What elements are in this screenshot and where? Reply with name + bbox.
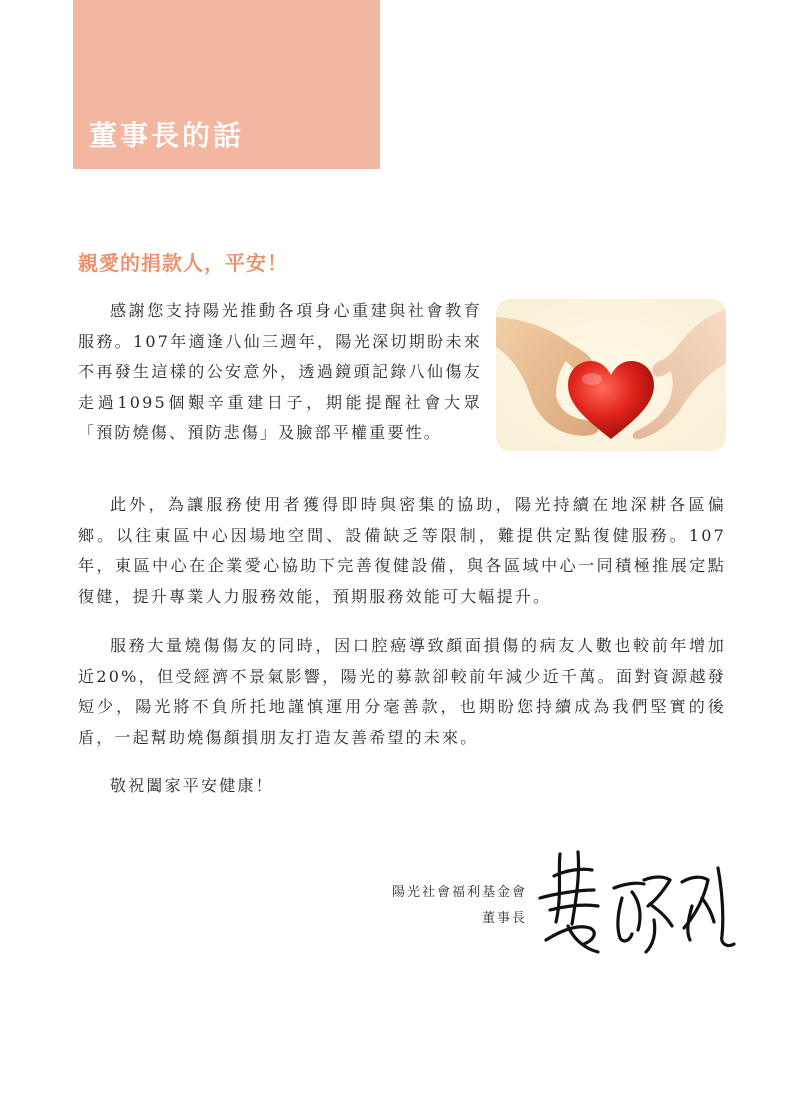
signer-role: 董事長 [481,911,527,926]
handwritten-signature [532,840,737,960]
paragraph-2: 此外，為讓服務使用者獲得即時與密集的協助，陽光持續在地深耕各區偏鄉。以往東區中心因場地空間、設備缺乏等限制，難提供定點復健服務。107年，東區中心在企業愛心協助下完善復健設備，與各區域中心一同積極推展定點復健，提升專業人力服務效能，預期服務效能可大幅提升。 [78,495,726,606]
paragraph-3: 服務大量燒傷傷友的同時，因口腔癌導致顏面損傷的病友人數也較前年增加近20%，但受經濟不景氣影響，陽光的募款卻較前年減少近千萬。面對資源越發短少，陽光將不負所托地謹慎運用分毫善款，也期盼您持續成為我們堅實的後盾，一起幫助燒傷顏損朋友打造友善希望的未來。 [78,636,726,747]
header-banner [73,0,380,169]
organization-name: 陽光社會福利基金會 [391,885,527,900]
paragraph-4: 敬祝闔家平安健康！ [110,776,274,795]
hands-heart-photo [496,299,726,451]
greeting-heading: 親愛的捐款人，平安！ [78,251,288,275]
paragraph-1: 感謝您支持陽光推動各項身心重建與社會教育服務。107年適逢八仙三週年，陽光深切期盼未來不再發生這樣的公安意外，透過鏡頭記錄八仙傷友走過1095個艱辛重建日子，期能提醒社會大眾「預防燒傷、預防悲傷」及臉部平權重要性。 [78,301,482,442]
page-title: 董事長的話 [89,119,245,152]
signature-block [372,880,527,932]
